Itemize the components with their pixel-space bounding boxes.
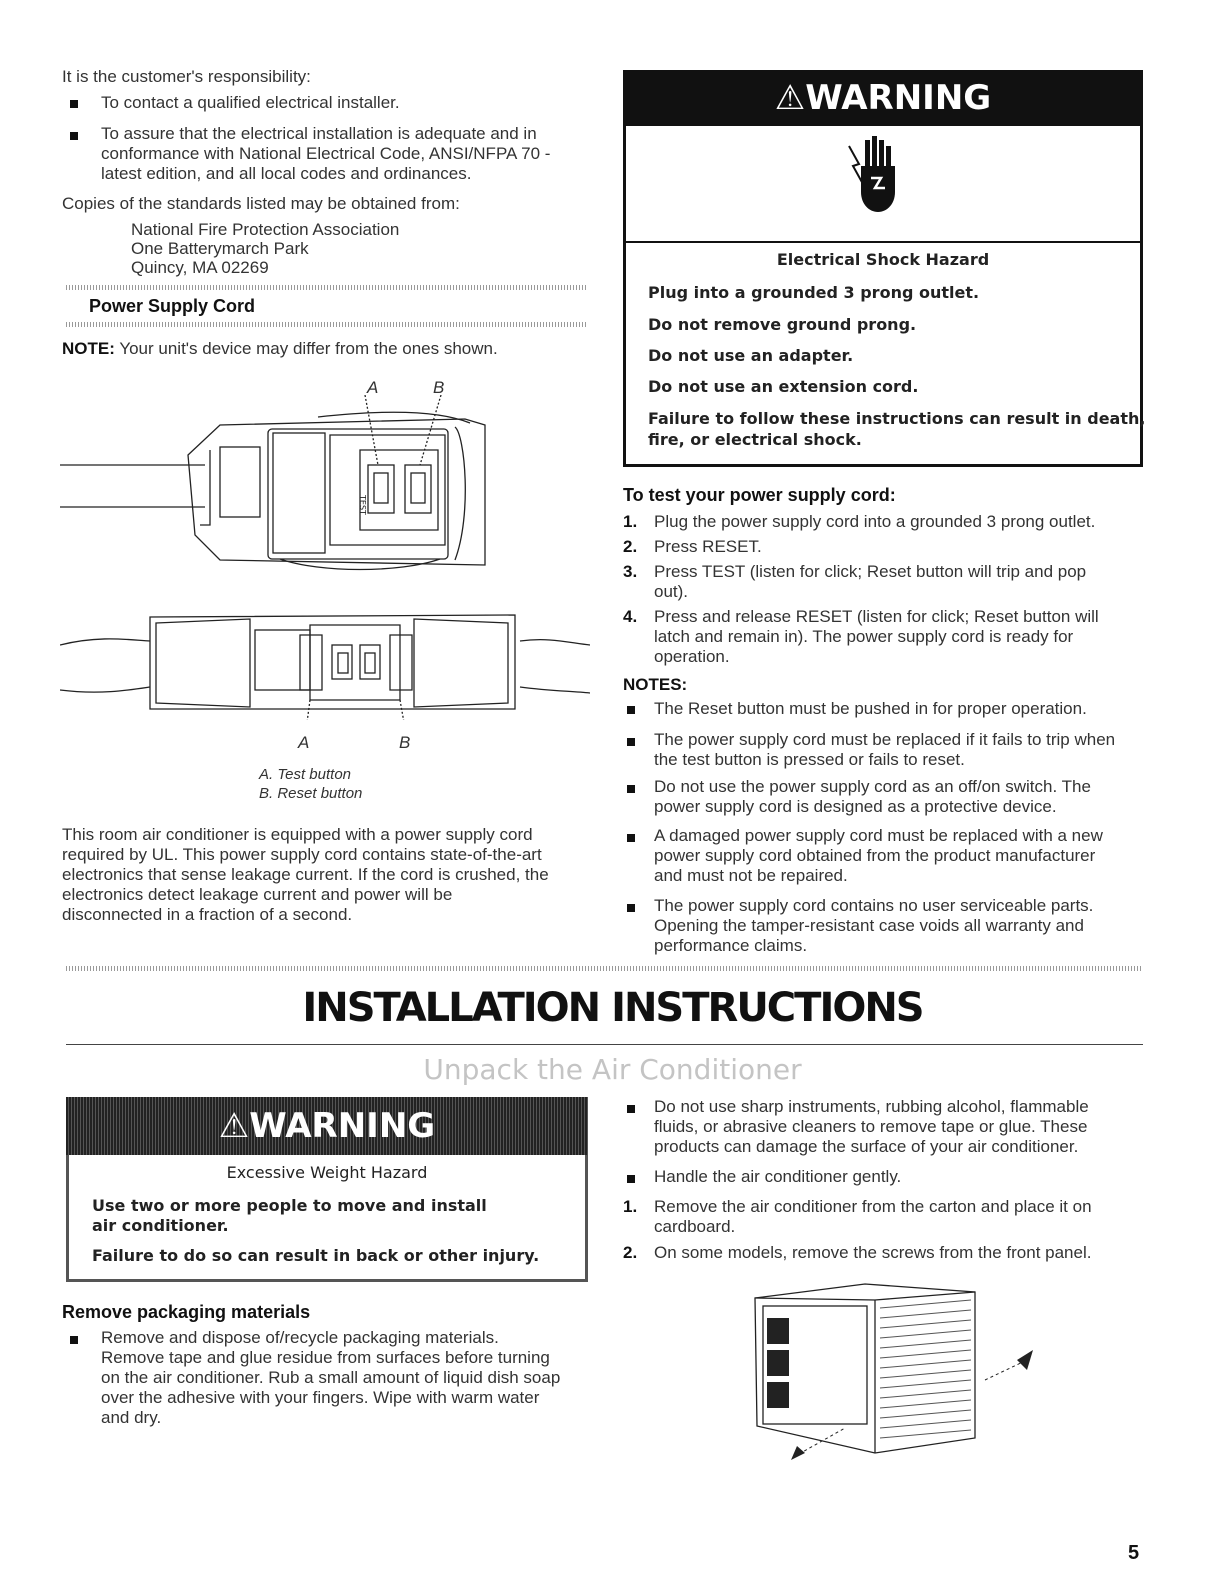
- packaging-line: on the air conditioner. Rub a small amount of liquid dish soap: [101, 1368, 561, 1387]
- bullet-icon: [627, 706, 635, 714]
- step-text: Press TEST (listen for click; Reset button will trip and pop: [654, 562, 1087, 581]
- bullet-icon: [627, 1175, 635, 1183]
- unpack-bullet-line: Handle the air conditioner gently.: [654, 1167, 902, 1186]
- responsibility-intro: It is the customer's responsibility:: [62, 67, 311, 86]
- note-item: The Reset button must be pushed in for proper operation.: [654, 699, 1087, 718]
- power-cord-plug-bottom-illustration: [60, 605, 590, 720]
- warning-line: fire, or electrical shock.: [648, 430, 862, 449]
- bullet-icon: [627, 904, 635, 912]
- bullet-icon: [70, 132, 78, 140]
- title-rule: [66, 1044, 1143, 1045]
- label-b: B: [433, 378, 445, 397]
- step-number: 3.: [623, 562, 638, 581]
- step-text: operation.: [654, 647, 730, 666]
- warning-line: Use two or more people to move and install: [92, 1196, 487, 1215]
- section-title: Power Supply Cord: [89, 296, 256, 316]
- responsibility-item: To assure that the electrical installation is adequate and in: [101, 124, 537, 143]
- caption-b: B. Reset button: [259, 785, 363, 802]
- paragraph-line: electronics that sense leakage current. If the cord is crushed, the: [62, 865, 549, 884]
- note-body: Your unit's device may differ from the ones shown.: [119, 339, 498, 358]
- unpack-bullet-line: Do not use sharp instruments, rubbing alcohol, flammable: [654, 1097, 1089, 1116]
- note-item: power supply cord is designed as a protective device.: [654, 797, 1057, 816]
- note-item: power supply cord obtained from the product manufacturer: [654, 846, 1096, 865]
- step-number: 4.: [623, 607, 638, 626]
- power-cord-plug-top-illustration: [60, 395, 590, 575]
- test-button-mark: TEST: [358, 495, 367, 515]
- warning-header: ⚠WARNING: [623, 70, 1143, 126]
- section-divider: [66, 322, 588, 327]
- hazard-title: Electrical Shock Hazard: [776, 250, 990, 269]
- step-text: Plug the power supply cord into a grounded 3 prong outlet.: [654, 512, 1096, 531]
- warning-line: Failure to do so can result in back or other injury.: [92, 1246, 540, 1265]
- responsibility-item: latest edition, and all local codes and ordinances.: [101, 164, 472, 183]
- note-item: The power supply cord contains no user serviceable parts.: [654, 896, 1094, 915]
- step-text: On some models, remove the screws from the front panel.: [654, 1243, 1092, 1262]
- label-a: A: [298, 733, 310, 752]
- step-text: out).: [654, 582, 689, 601]
- step-text: Press and release RESET (listen for click; Reset button will: [654, 607, 1099, 626]
- address-line: One Batterymarch Park: [131, 239, 309, 258]
- note-item: The power supply cord must be replaced if it fails to trip when: [654, 730, 1116, 749]
- warning-line: Failure to follow these instructions can result in death,: [648, 409, 1146, 428]
- address-line: Quincy, MA 02269: [131, 258, 269, 277]
- note-item: Do not use the power supply cord as an off/on switch. The: [654, 777, 1091, 796]
- note-item: performance claims.: [654, 936, 808, 955]
- paragraph-line: This room air conditioner is equipped with a power supply cord: [62, 825, 533, 844]
- note-item: and must not be repaired.: [654, 866, 848, 885]
- packaging-line: Remove tape and glue residue from surfaces before turning: [101, 1348, 550, 1367]
- paragraph-line: disconnected in a fraction of a second.: [62, 905, 353, 924]
- packaging-line: and dry.: [101, 1408, 162, 1427]
- unpack-subtitle: Unpack the Air Conditioner: [423, 1053, 802, 1086]
- step-number: 1.: [623, 512, 638, 531]
- bullet-icon: [70, 100, 78, 108]
- packaging-line: over the adhesive with your fingers. Wipe with warm water: [101, 1388, 540, 1407]
- shock-hand-icon: [845, 134, 905, 224]
- note-item: the test button is pressed or fails to reset.: [654, 750, 965, 769]
- step-text: cardboard.: [654, 1217, 736, 1236]
- label-b: B: [399, 733, 411, 752]
- packaging-line: Remove and dispose of/recycle packaging materials.: [101, 1328, 499, 1347]
- paragraph-line: electronics detect leakage current and power will be: [62, 885, 453, 904]
- note-item: A damaged power supply cord must be replaced with a new: [654, 826, 1103, 845]
- bullet-icon: [627, 834, 635, 842]
- unpack-bullet-line: products can damage the surface of your air conditioner.: [654, 1137, 1079, 1156]
- warning-line: Do not remove ground prong.: [648, 315, 917, 334]
- bullet-icon: [627, 1105, 635, 1113]
- step-text: latch and remain in). The power supply cord is ready for: [654, 627, 1074, 646]
- warning-divider: [623, 241, 1143, 243]
- bullet-icon: [627, 785, 635, 793]
- step-number: 1.: [623, 1197, 638, 1216]
- address-line: National Fire Protection Association: [131, 220, 400, 239]
- step-text: Press RESET.: [654, 537, 762, 556]
- note-text: [62, 339, 498, 359]
- air-conditioner-illustration: [735, 1278, 1045, 1463]
- page-divider: [66, 966, 1143, 971]
- remove-packaging-title: Remove packaging materials: [62, 1302, 311, 1322]
- warning-header: ⚠WARNING: [66, 1097, 588, 1155]
- page-number: 5: [1128, 1542, 1140, 1564]
- step-number: 2.: [623, 537, 638, 556]
- warning-line: Plug into a grounded 3 prong outlet.: [648, 283, 980, 302]
- installation-title: INSTALLATION INSTRUCTIONS: [302, 985, 923, 1031]
- step-text: Remove the air conditioner from the carton and place it on: [654, 1197, 1092, 1216]
- bullet-icon: [627, 738, 635, 746]
- hazard-title: Excessive Weight Hazard: [226, 1163, 428, 1182]
- notes-title: NOTES:: [623, 675, 688, 694]
- caption-a: A. Test button: [259, 766, 352, 783]
- responsibility-item: To contact a qualified electrical installer.: [101, 93, 400, 112]
- section-divider: [66, 285, 588, 290]
- test-section-title: To test your power supply cord:: [623, 485, 896, 505]
- responsibility-item: conformance with National Electrical Code, ANSI/NFPA 70 -: [101, 144, 551, 163]
- step-number: 2.: [623, 1243, 638, 1262]
- bullet-icon: [70, 1336, 78, 1344]
- warning-line: Do not use an extension cord.: [648, 377, 919, 396]
- note-label: NOTE:: [62, 339, 115, 358]
- warning-line: air conditioner.: [92, 1216, 229, 1235]
- paragraph-line: required by UL. This power supply cord contains state-of-the-art: [62, 845, 542, 864]
- note-item: Opening the tamper-resistant case voids all warranty and: [654, 916, 1084, 935]
- copies-text: Copies of the standards listed may be obtained from:: [62, 194, 460, 213]
- unpack-bullet-line: fluids, or abrasive cleaners to remove tape or glue. These: [654, 1117, 1088, 1136]
- warning-line: Do not use an adapter.: [648, 346, 854, 365]
- label-a: A: [367, 378, 379, 397]
